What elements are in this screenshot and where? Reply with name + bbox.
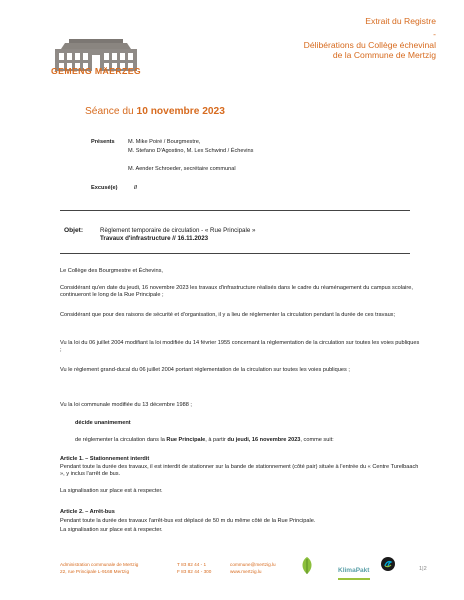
excuses-label: Excusé(e) (91, 185, 118, 191)
decision-heading: décide unanimement (75, 420, 131, 426)
body-paragraph-1: Considérant qu'en date du jeudi, 16 novembre 2023 les travaux d'infrastructure réalisés dans le cadre du réaménagement du campus scolaire, continueront le long de la Rue Principale ; (60, 285, 413, 299)
objet-line1: Règlement temporaire de circulation - « Rue Principale » (100, 227, 256, 234)
presents-label: Présents (91, 139, 115, 145)
presents-line2: M. Stefano D'Agostino, M. Lex Schwind / Échevins (128, 148, 254, 154)
body-intro: Le Collège des Bourgmestre et Échevins, (60, 268, 163, 274)
header-title-line1: Extrait du Registre (365, 16, 436, 26)
footer-address (60, 561, 138, 575)
header-title-line2: Délibérations du Collège échevinal (303, 39, 436, 50)
divider-top (60, 210, 410, 211)
leaf-logo-icon (298, 555, 316, 577)
klimapakt-text: KlimaPakt (338, 567, 370, 574)
objet-text (100, 227, 255, 244)
body-paragraph-3: Vu la loi du 06 juillet 2004 modifiant la loi modifiée du 14 février 1955 concernant la réglementation de la circulation sur toutes les voies publiques ; (60, 340, 420, 354)
article-1-title: Article 1. – Stationnement interdit (60, 456, 150, 462)
page-number: 1|2 (419, 566, 427, 572)
article-1-text: Pendant toute la durée des travaux, il est interdit de stationner sur la bande de stationnement (côté pair) située à l'entrée du « Centre Turelbaach », y inclus l'arrêt de bus. (60, 464, 419, 478)
footer-email[interactable]: commune@mertzig.lu (230, 562, 276, 567)
article-1-signage: La signalisation sur place est à respecter. (60, 488, 163, 494)
presents-line3: M. Aender Schroeder, secrétaire communal (128, 166, 236, 172)
divider-bottom (60, 253, 410, 254)
body-paragraph-5: Vu la loi communale modifiée du 13 décembre 1988 ; (60, 402, 192, 408)
footer-contact (230, 561, 276, 575)
seance-prefix: Séance du (85, 106, 137, 117)
footer-address-line2: 22, rue Principale L-9168 Mertzig (60, 569, 130, 574)
klimapakt-underline (338, 578, 370, 580)
body-paragraph-4: Vu le règlement grand-ducal du 06 juillet 2004 portant réglementation de la circulation sur toutes les voies publiques ; (60, 367, 350, 373)
body-paragraph-2: Considérant que pour des raisons de sécurité et d'organisation, il y a lieu de réglementer la circulation pendant la durée de ces travaux; (60, 312, 396, 318)
reg-street: Rue Principale (166, 437, 206, 443)
logo-text: GEMENG MÄERZEG (51, 66, 142, 76)
seance-date-value: 10 novembre 2023 (136, 106, 225, 117)
footer-fax: F 83 82 44 - 300 (177, 569, 212, 574)
reg-part-a: de réglementer la circulation dans la (75, 437, 167, 443)
presents-line1: M. Mike Poiré / Bourgmestre, (128, 139, 201, 145)
objet-line2: Travaux d'infrastructure // 16.11.2023 (100, 235, 209, 243)
reg-part-e: , comme suit: (300, 437, 334, 443)
fairtrade-logo-icon (380, 556, 396, 572)
footer-tel: T 83 82 44 - 1 (177, 562, 207, 567)
footer-phone (177, 561, 211, 575)
reg-date: du jeudi, 16 novembre 2023 (227, 437, 301, 443)
regulation-statement (75, 437, 334, 443)
article-2-text: Pendant toute la durée des travaux l'arrêt-bus est déplacé de 50 m du même côté de la Rue Principale. (60, 518, 316, 524)
seance-date (85, 106, 225, 117)
objet-label: Objet: (64, 227, 84, 234)
footer-web[interactable]: www.mertzig.lu (230, 569, 262, 574)
document-header (304, 16, 436, 61)
article-2-title: Article 2. – Arrêt-bus (60, 509, 115, 515)
reg-part-c: , à partir (205, 437, 228, 443)
header-dash: - (433, 29, 436, 40)
article-2-signage: La signalisation sur place est à respecter. (60, 527, 163, 533)
footer-address-line1: Administration communale de Mertzig (60, 562, 139, 567)
header-title-line3: de la Commune de Mertzig (332, 50, 436, 61)
klimapakt-logo (338, 559, 370, 574)
excuses-value: // (134, 185, 138, 191)
